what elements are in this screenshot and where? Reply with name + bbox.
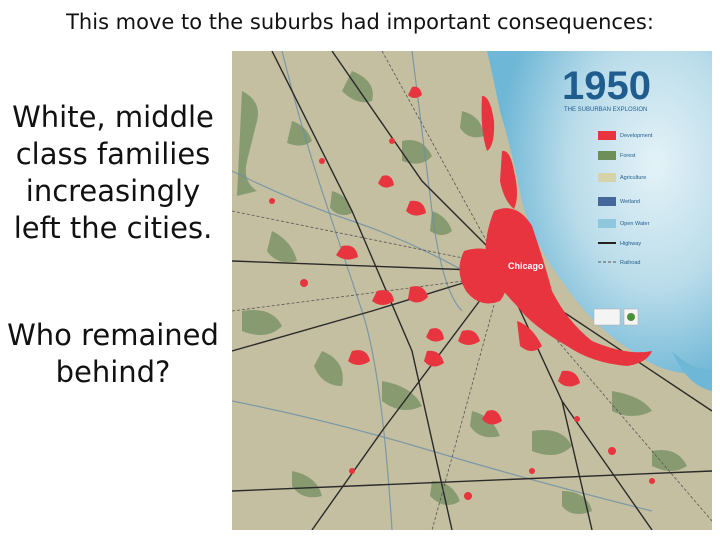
legend-label-railroad: Railroad — [620, 260, 641, 266]
legend-swatch-open-water — [598, 219, 616, 228]
legend-label-forest: Forest — [620, 153, 636, 159]
legend-swatch-forest — [598, 151, 616, 160]
slide-title: This move to the suburbs had important consequences: — [66, 10, 654, 34]
bullet-who-remained: Who remained behind? — [7, 318, 219, 389]
legend-label-open-water: Open Water — [620, 221, 650, 227]
legend-label-wetland: Wetland — [620, 199, 641, 205]
map-subtitle: THE SUBURBAN EXPLOSION — [564, 107, 648, 113]
legend-label-agriculture: Agriculture — [620, 175, 647, 181]
bullet-families-left: White, middle class families increasingly left the cities. — [12, 100, 214, 245]
sponsor-logo-1 — [594, 309, 620, 325]
legend-swatch-development — [598, 131, 616, 140]
legend-swatch-wetland — [598, 197, 616, 206]
legend-label-development: Development — [620, 133, 653, 139]
chicago-label: Chicago — [508, 261, 544, 271]
sponsor-logo-2-mark — [627, 313, 635, 321]
chicago-1950-map — [232, 51, 712, 530]
legend-label-highway: Highway — [620, 241, 642, 247]
map-year: 1950 — [562, 64, 651, 108]
legend-swatch-agriculture — [598, 173, 616, 182]
